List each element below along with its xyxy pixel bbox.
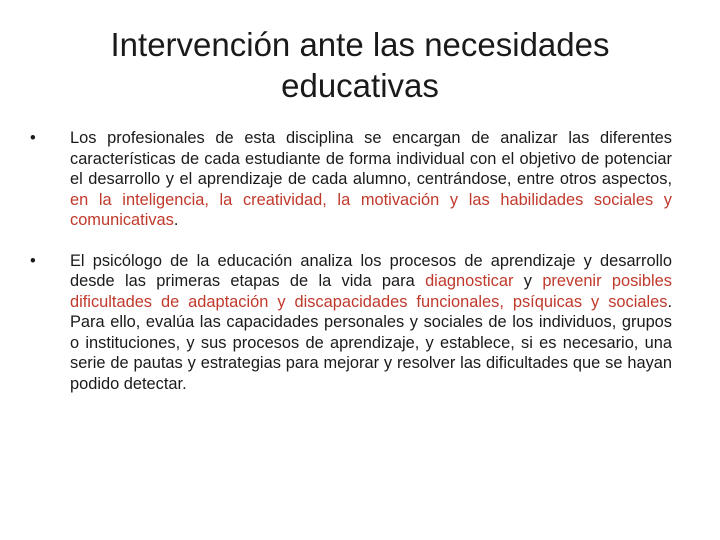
bullet-list	[30, 128, 672, 394]
bullet-2-text-middle: y	[513, 272, 543, 290]
bullet-2-text-start: El psicólogo de la educación analiza los procesos de aprendizaje y desarrollo desde las primeras etapas de la vida para	[70, 251, 672, 290]
title-line-1: Intervención ante las necesidades	[110, 26, 610, 63]
bullet-dot-icon: •	[30, 129, 36, 147]
bullet-item-1	[30, 128, 672, 231]
bullet-1-text: Los profesionales de esta disciplina se encargan de analizar las diferentes características de cada estudiante de forma individual con el objetivo de potenciar el desarrollo y el aprendizaje de cada alumno, centrándose, entre otros aspectos,	[70, 129, 672, 188]
bullet-1-highlight: en la inteligencia, la creatividad, la motivación y las habilidades sociales y comunicativas	[70, 190, 672, 229]
bullet-item-2	[30, 251, 672, 395]
bullet-1-end: .	[173, 211, 179, 229]
slide-title	[60, 24, 660, 106]
bullet-2-highlight-diagnosticar: diagnosticar	[425, 272, 514, 290]
bullet-dot-icon: •	[30, 251, 36, 270]
title-line-2: educativas	[281, 67, 439, 104]
bullet-2-highlight-prevenir: prevenir posibles dificultades de adaptación y discapacidades funcionales, psíquicas y sociales	[70, 272, 672, 311]
bullet-2-text-end: . Para ello, evalúa las capacidades personales y sociales de los individuos, grupos o instituciones, y sus procesos de aprendizaje, y establece, si es necesario, una serie de pautas y estrategias para mejorar y resolver las dificultades que se hayan podido detectar.	[70, 292, 672, 393]
